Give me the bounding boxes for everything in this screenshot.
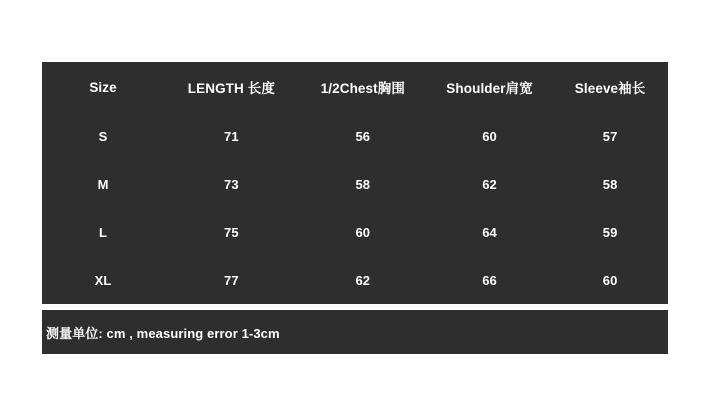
cell-length: 73 — [224, 176, 239, 192]
cell-chest: 60 — [355, 224, 371, 240]
cell-sleeve: 58 — [602, 176, 618, 192]
cell-sleeve: 60 — [602, 272, 618, 288]
cell-length: 77 — [224, 272, 239, 288]
table-row — [42, 256, 668, 304]
table-row — [42, 112, 668, 160]
column-header-sleeve: Sleeve袖长 — [574, 81, 646, 96]
cell-shoulder: 62 — [482, 176, 497, 192]
cell-size: M — [97, 176, 109, 192]
measurement-note-text: 测量单位: cm , measuring error 1-3cm — [46, 325, 280, 341]
cell-shoulder: 60 — [482, 128, 497, 144]
cell-sleeve: 59 — [602, 224, 618, 240]
table-row — [42, 160, 668, 208]
measurement-note — [42, 310, 668, 354]
table-header-row — [42, 62, 668, 112]
cell-size: L — [99, 224, 108, 240]
column-header-size: Size — [89, 79, 117, 95]
cell-size: XL — [94, 272, 112, 288]
column-header-length: LENGTH 长度 — [187, 81, 275, 96]
cell-shoulder: 64 — [482, 224, 497, 240]
cell-shoulder: 66 — [482, 272, 497, 288]
table-row — [42, 208, 668, 256]
cell-sleeve: 57 — [602, 128, 618, 144]
cell-chest: 56 — [355, 128, 371, 144]
size-chart-table — [42, 62, 668, 304]
cell-size: S — [98, 128, 108, 144]
cell-length: 75 — [224, 224, 239, 240]
cell-chest: 58 — [355, 176, 371, 192]
cell-length: 71 — [224, 128, 239, 144]
column-header-shoulder: Shoulder肩宽 — [446, 81, 533, 96]
size-chart-panel — [42, 62, 668, 304]
column-header-chest: 1/2Chest胸围 — [320, 81, 405, 96]
cell-chest: 62 — [355, 272, 371, 288]
